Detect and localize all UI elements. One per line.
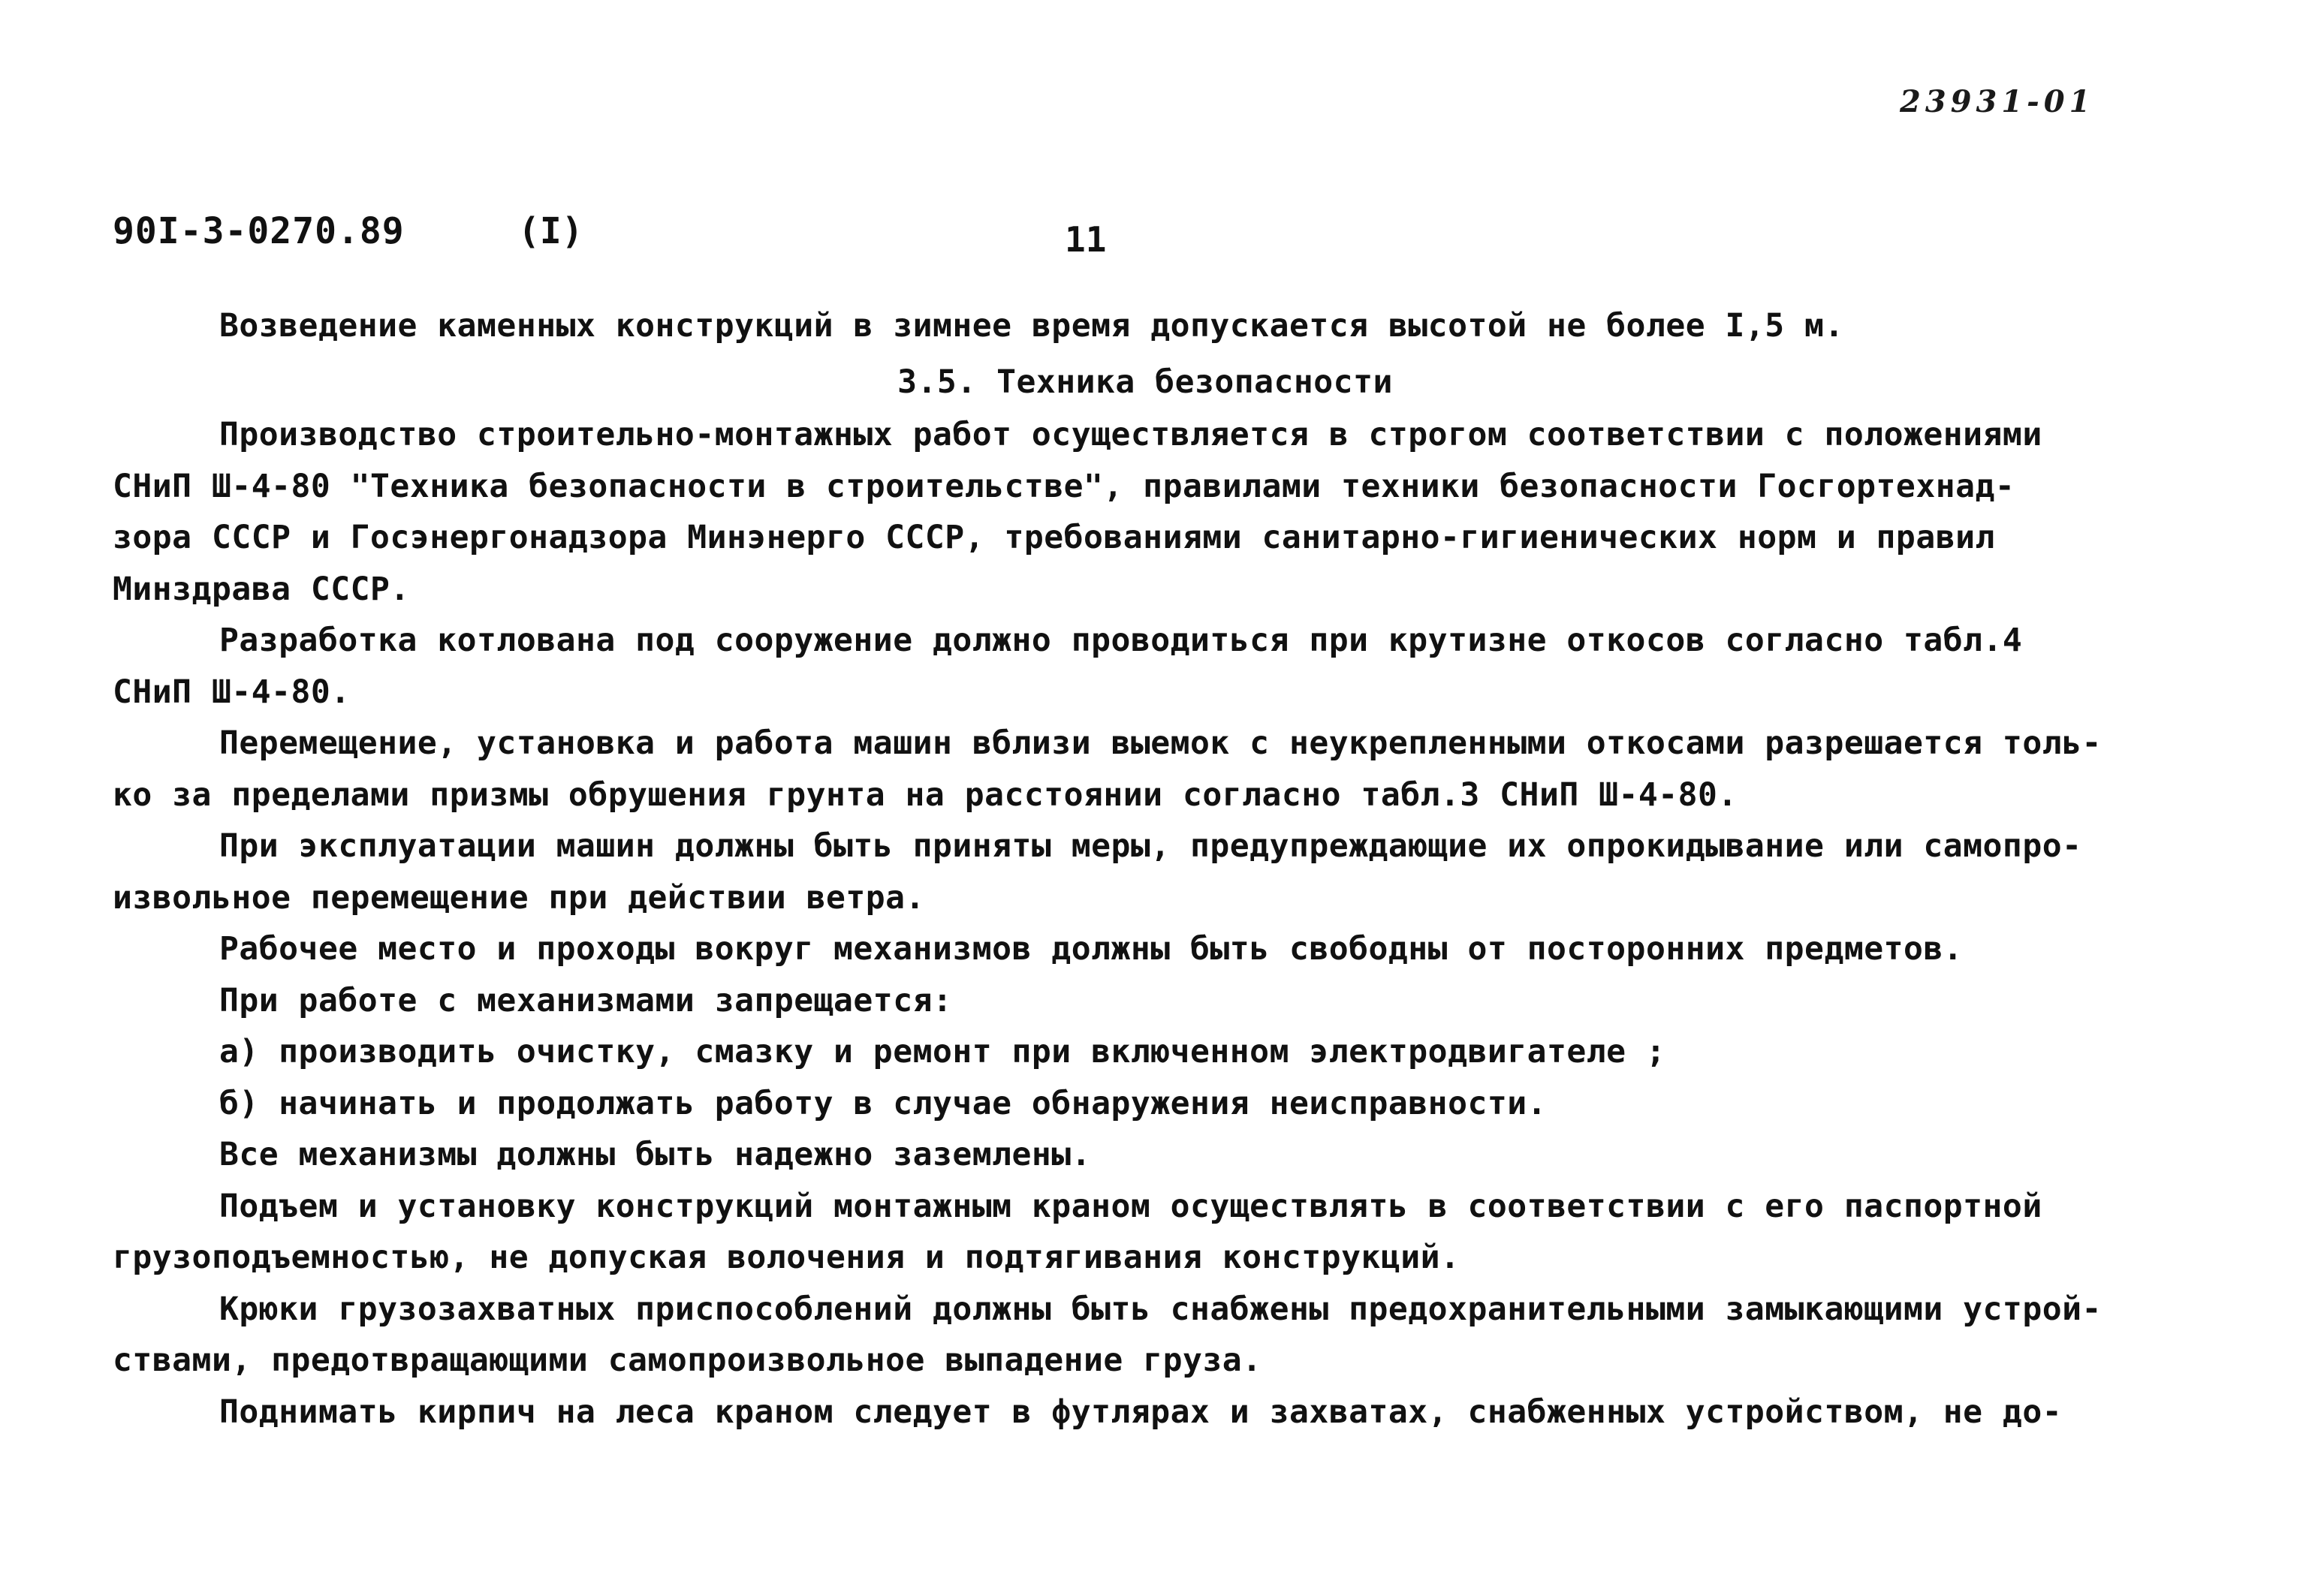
- list-item: б) начинать и продолжать работу в случае обнаружения неисправности.: [219, 1084, 1548, 1122]
- paragraph-line: Производство строительно-монтажных работ осуществляется в строгом соответствии с положениями: [219, 416, 2042, 453]
- paragraph-line: При эксплуатации машин должны быть приняты меры, предупреждающие их опрокидывание или самопро-: [219, 827, 2082, 865]
- paragraph-line: Разработка котлована под сооружение должно проводиться при крутизне откосов согласно табл.4: [219, 622, 2023, 659]
- handwritten-inventory-number: 23931-01: [1900, 84, 2095, 119]
- paragraph-line: СНиП Ш-4-80.: [113, 673, 351, 711]
- paragraph-line: Крюки грузозахватных приспособлений должны быть снабжены предохранительными замыкающими устрой-: [219, 1290, 2102, 1328]
- section-heading: 3.5. Техника безопасности: [897, 363, 1393, 401]
- document-body: [113, 300, 2215, 1438]
- paragraph-line: Перемещение, установка и работа машин вблизи выемок с неукрепленными откосами разрешается толь-: [219, 724, 2102, 762]
- paragraph-line: Рабочее место и проходы вокруг механизмов должны быть свободны от посторонних предметов.: [219, 930, 1964, 968]
- paragraph-line: Поднимать кирпич на леса краном следует в футлярах и захватах, снабженных устройством, не до-: [219, 1393, 2063, 1431]
- paragraph-line: зора СССР и Госэнергонадзора Минэнерго СССР, требованиями санитарно-гигиенических норм и правил: [113, 519, 1995, 556]
- document-part: (I): [518, 210, 583, 252]
- paragraph-line: ко за пределами призмы обрушения грунта на расстоянии согласно табл.3 СНиП Ш-4-80.: [113, 775, 1738, 814]
- paragraph-line: При работе с механизмами запрещается:: [219, 981, 953, 1019]
- paragraph-line: извольное перемещение при действии ветра.: [113, 878, 925, 917]
- list-item: а) производить очистку, смазку и ремонт при включенном электродвигателе ;: [219, 1033, 1666, 1071]
- page-number: 11: [1065, 219, 1107, 260]
- paragraph-line: ствами, предотвращающими самопроизвольное выпадение груза.: [113, 1342, 1262, 1379]
- paragraph-line: Все механизмы должны быть надежно заземлены.: [219, 1136, 1092, 1173]
- paragraph-line: грузоподъемностью, не допуская волочения и подтягивания конструкций.: [113, 1239, 1460, 1276]
- intro-line: Возведение каменных конструкций в зимнее время допускается высотой не более I,5 м.: [219, 307, 1844, 345]
- document-code: 90I-3-0270.89: [113, 210, 405, 252]
- paragraph-line: СНиП Ш-4-80 "Техника безопасности в строительстве", правилами техники безопасности Госгортехнад-: [113, 467, 2015, 505]
- paragraph-line: Минздрава СССР.: [113, 570, 410, 608]
- paragraph-line: Подъем и установку конструкций монтажным краном осуществлять в соответствии с его паспортной: [219, 1187, 2042, 1225]
